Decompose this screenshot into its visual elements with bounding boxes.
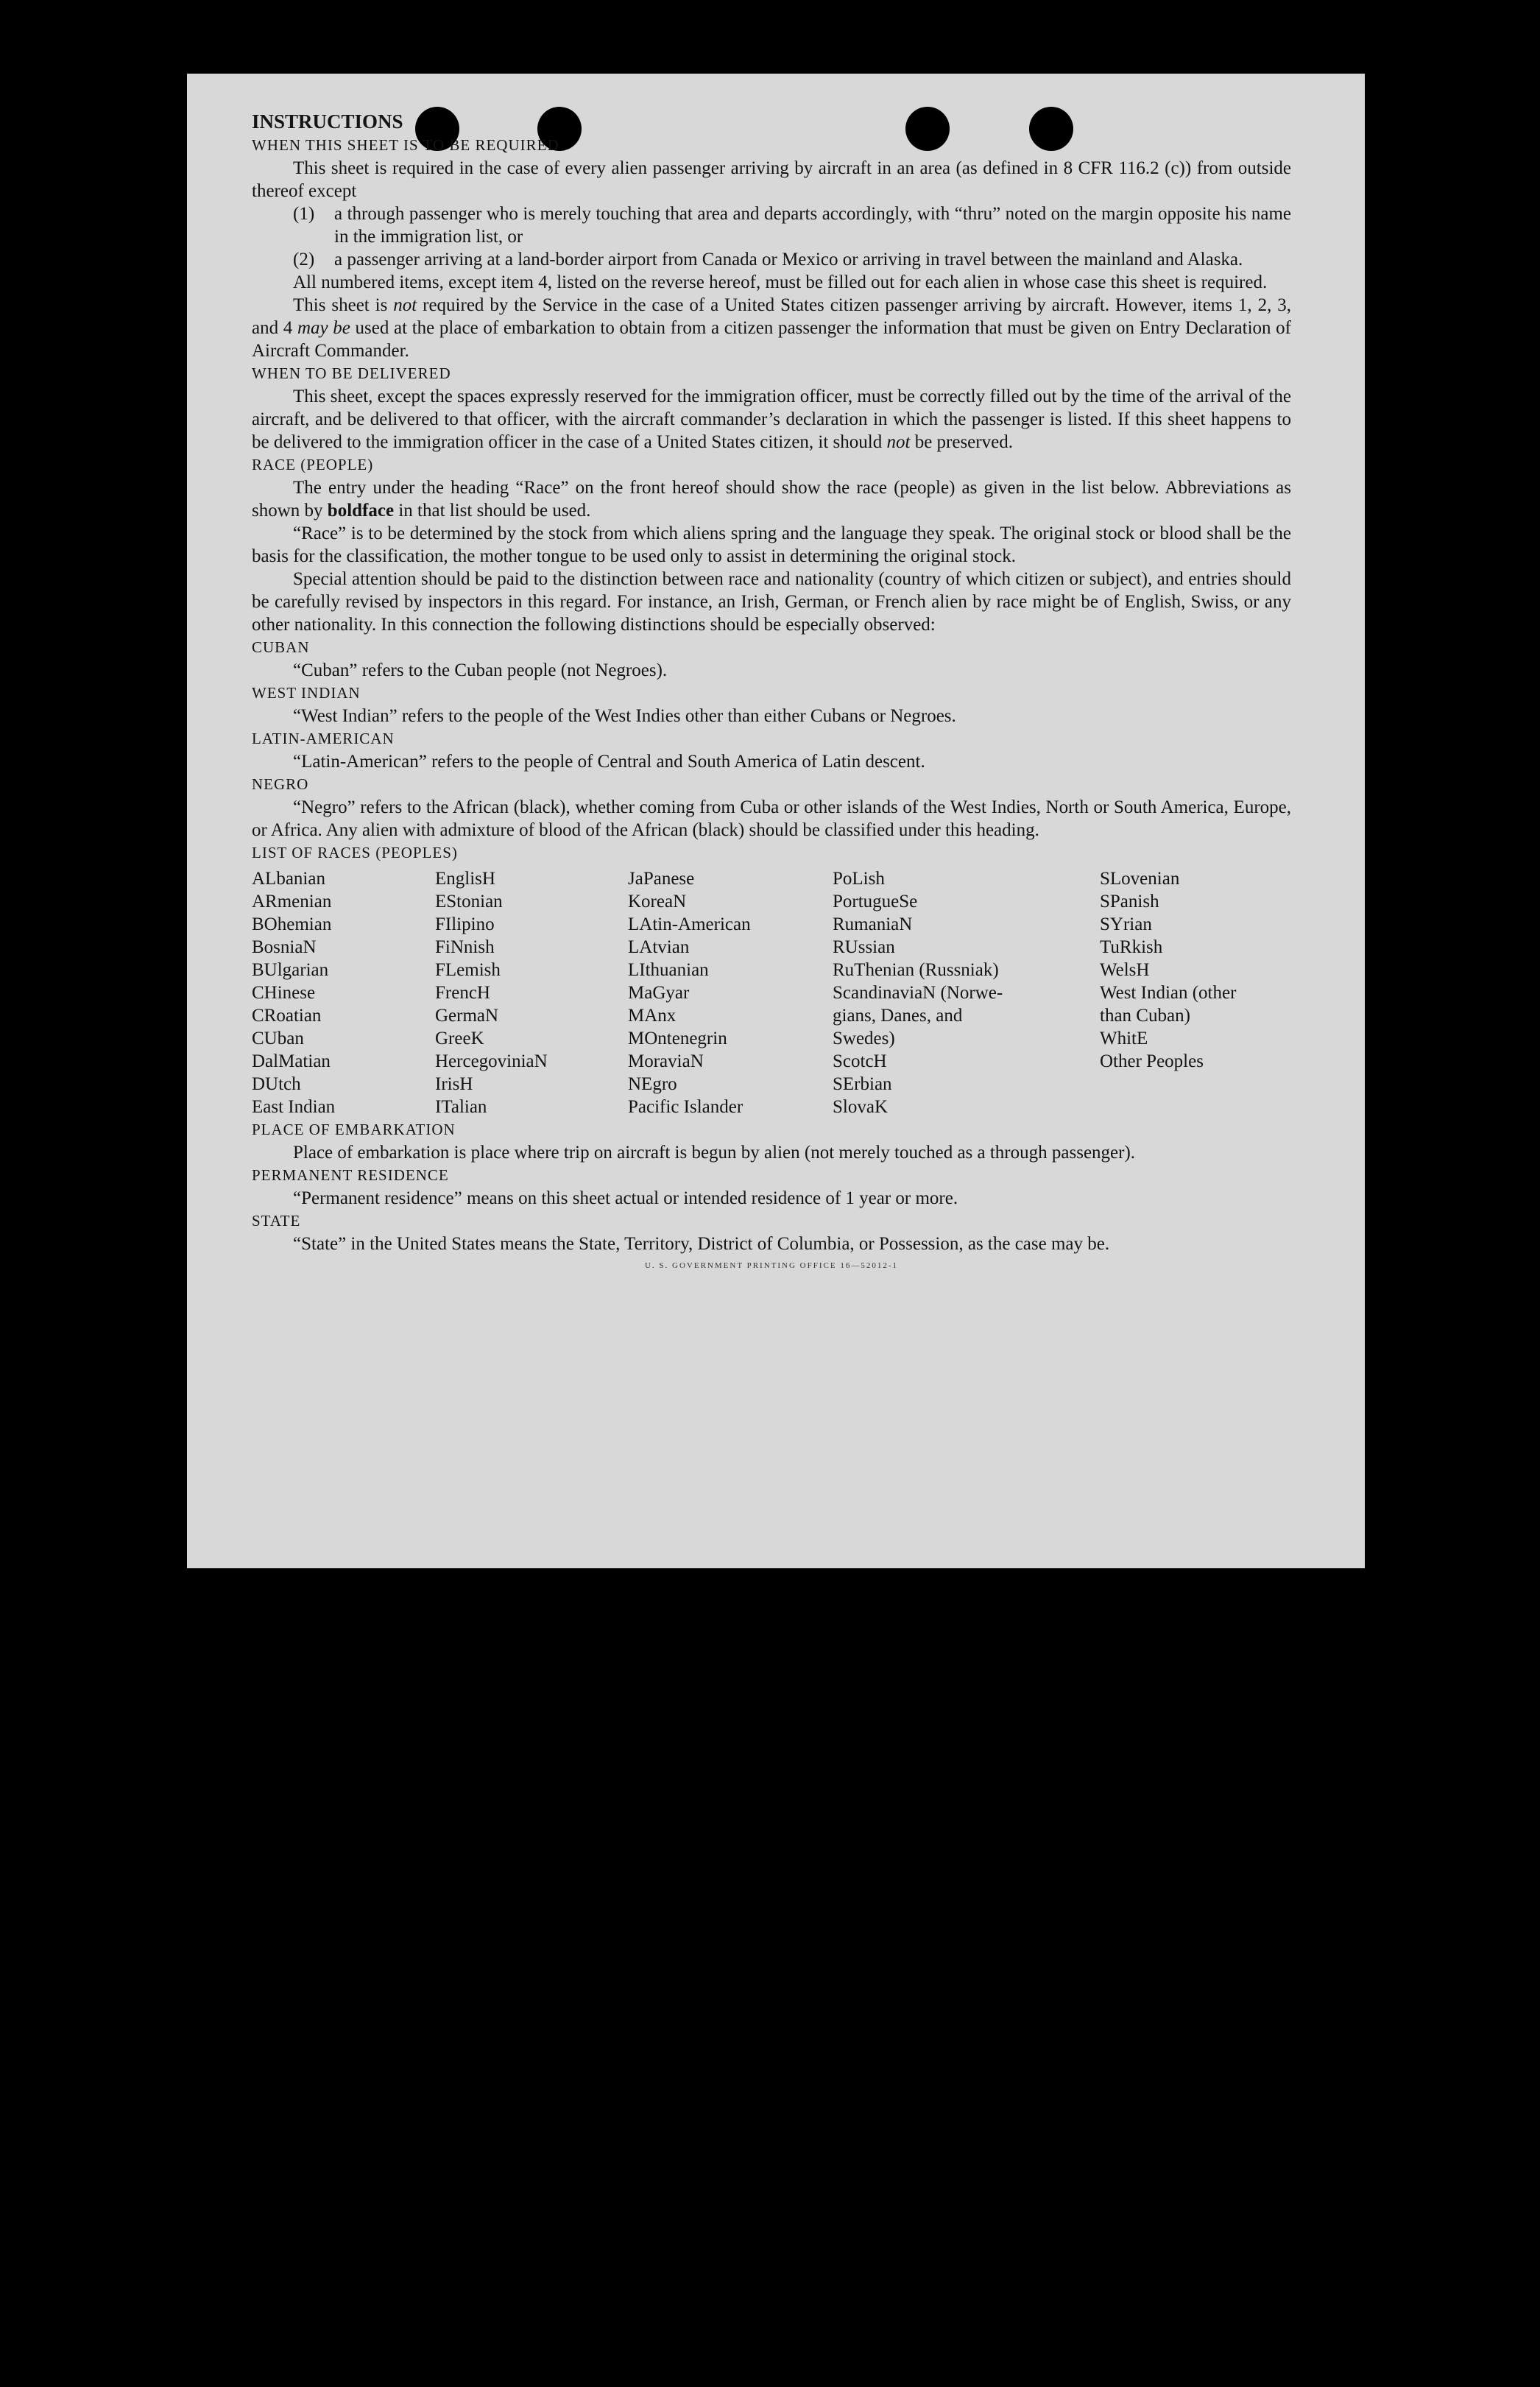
race-entry: SErbian <box>833 1074 892 1094</box>
sheet-content <box>252 109 1291 1273</box>
race-entry: than Cuban) <box>1100 1006 1190 1026</box>
race-entry: GreeK <box>435 1029 484 1048</box>
required-intro: This sheet is required in the case of every alien passenger arriving by aircraft in an area (as defined in 8 CFR 116.2 (c)) from outside thereof except <box>252 158 1291 201</box>
race-entry: PoLish <box>833 869 885 889</box>
race-entry: ALbanian <box>252 869 325 889</box>
race-entry: RumaniaN <box>833 914 913 934</box>
race-entry: SYrian <box>1100 914 1152 934</box>
race-paragraph-1: The entry under the heading “Race” on the front hereof should show the race (people) as given in the list below. Abbreviations as shown by boldface in that list should be used. <box>252 478 1291 521</box>
section-heading-state: STATE <box>252 1212 301 1230</box>
race-entry: West Indian (other <box>1100 983 1237 1003</box>
race-column-2 <box>435 867 628 1118</box>
race-entry: EnglisH <box>435 869 495 889</box>
race-entry: LAtin-American <box>628 914 751 934</box>
exception-item-1 <box>252 202 1291 248</box>
section-heading-delivered: WHEN TO BE DELIVERED <box>252 364 451 382</box>
race-entry: HercegoviniaN <box>435 1051 548 1071</box>
item-text: a through passenger who is merely touching that area and departs accordingly, with “thru” noted on the margin opposite his name in the immigration list, or <box>334 204 1291 247</box>
race-entry: LIthuanian <box>628 960 709 980</box>
race-entry: TuRkish <box>1100 937 1163 957</box>
race-entry: JaPanese <box>628 869 695 889</box>
exception-item-2 <box>252 248 1291 271</box>
race-entry: DalMatian <box>252 1051 331 1071</box>
race-entry: RUssian <box>833 937 895 957</box>
race-entry: KoreaN <box>628 892 687 912</box>
race-entry: Swedes) <box>833 1029 895 1048</box>
race-entry: CHinese <box>252 983 316 1003</box>
numbered-items-paragraph: All numbered items, except item 4, listed on the reverse hereof, must be filled out for each alien in whose case this sheet is required. <box>293 272 1268 292</box>
section-heading-negro: NEGRO <box>252 775 309 793</box>
item-number: (2) <box>293 250 315 269</box>
negro-definition: “Negro” refers to the African (black), whether coming from Cuba or other islands of the West Indies, North or South America, Europe, or Africa. Any alien with admixture of blood of the African (black) should be classified under this heading. <box>252 797 1291 840</box>
race-entry: SlovaK <box>833 1097 888 1117</box>
race-entry: ScandinaviaN (Norwe- <box>833 983 1003 1003</box>
race-entry: Other Peoples <box>1100 1051 1204 1071</box>
citizen-paragraph: This sheet is not required by the Service in the case of a United States citizen passenger arriving by aircraft. However, items 1, 2, 3, and 4 may be used at the place of embarkation to obtain from a citizen passenger the information that must be given on Entry Declaration of Aircraft Commander. <box>252 295 1292 361</box>
race-entry: ScotcH <box>833 1051 887 1071</box>
race-column-1 <box>252 867 435 1118</box>
printing-office-footer: U. S. GOVERNMENT PRINTING OFFICE 16—52012-1 <box>644 1261 898 1270</box>
cuban-definition: “Cuban” refers to the Cuban people (not Negroes). <box>293 660 668 680</box>
race-entry: WelsH <box>1100 960 1150 980</box>
race-entry: BosniaN <box>252 937 317 957</box>
race-entry: MAnx <box>628 1006 677 1026</box>
section-heading-race: RACE (PEOPLE) <box>252 456 374 473</box>
west-indian-definition: “West Indian” refers to the people of the West Indies other than either Cubans or Negroes. <box>293 706 956 726</box>
section-heading-list-of-races: LIST OF RACES (PEOPLES) <box>252 844 458 861</box>
race-entry: FiNnish <box>435 937 495 957</box>
race-entry: gians, Danes, and <box>833 1006 963 1026</box>
race-entry: PortugueSe <box>833 892 918 912</box>
race-entry: East Indian <box>252 1097 336 1117</box>
race-entry: CUban <box>252 1029 304 1048</box>
latin-american-definition: “Latin-American” refers to the people of Central and South America of Latin descent. <box>293 752 925 772</box>
race-entry: NEgro <box>628 1074 677 1094</box>
race-entry: SPanish <box>1100 892 1159 912</box>
item-text: a passenger arriving at a land-border airport from Canada or Mexico or arriving in travel between the mainland and Alaska. <box>334 250 1243 269</box>
section-heading-required: WHEN THIS SHEET IS TO BE REQUIRED <box>252 136 559 154</box>
race-paragraph-3: Special attention should be paid to the distinction between race and nationality (country of which citizen or subject), and entries should be carefully revised by inspectors in this regard. For instance, an Irish, German, or French alien by race might be of English, Swiss, or any other nationality. In this connection the following distinctions should be especially observed: <box>252 569 1291 635</box>
race-entry: FLemish <box>435 960 501 980</box>
race-entry: ARmenian <box>252 892 332 912</box>
section-heading-latin-american: LATIN-AMERICAN <box>252 730 395 747</box>
race-entry: Pacific Islander <box>628 1097 743 1117</box>
race-entry: CRoatian <box>252 1006 322 1026</box>
race-entry: MoraviaN <box>628 1051 704 1071</box>
race-entry: FIlipino <box>435 914 495 934</box>
race-entry: BOhemian <box>252 914 332 934</box>
race-list <box>252 867 1291 1118</box>
page-title: INSTRUCTIONS <box>252 110 403 133</box>
race-column-4 <box>833 867 1100 1118</box>
race-entry: ITalian <box>435 1097 487 1117</box>
race-entry: GermaN <box>435 1006 499 1026</box>
race-entry: SLovenian <box>1100 869 1180 889</box>
race-column-3 <box>628 867 833 1118</box>
race-entry: RuThenian (Russniak) <box>833 960 999 980</box>
residence-definition: “Permanent residence” means on this sheet actual or intended residence of 1 year or more. <box>293 1188 958 1208</box>
race-entry: MaGyar <box>628 983 690 1003</box>
race-entry: EStonian <box>435 892 503 912</box>
race-column-5 <box>1100 867 1291 1118</box>
race-entry: MOntenegrin <box>628 1029 727 1048</box>
race-paragraph-2: “Race” is to be determined by the stock from which aliens spring and the language they speak. The original stock or blood shall be the basis for the classification, the mother tongue to be used only to assist in determining the original stock. <box>252 523 1291 566</box>
item-number: (1) <box>293 204 315 224</box>
state-definition: “State” in the United States means the State, Territory, District of Columbia, or Possession, as the case may be. <box>293 1234 1110 1254</box>
section-heading-west-indian: WEST INDIAN <box>252 684 361 702</box>
race-entry: IrisH <box>435 1074 473 1094</box>
instruction-sheet <box>187 74 1365 1568</box>
section-heading-embarkation: PLACE OF EMBARKATION <box>252 1121 456 1138</box>
race-entry: DUtch <box>252 1074 301 1094</box>
section-heading-cuban: CUBAN <box>252 638 310 656</box>
race-entry: WhitE <box>1100 1029 1148 1048</box>
race-entry: BUlgarian <box>252 960 329 980</box>
delivered-paragraph: This sheet, except the spaces expressly reserved for the immigration officer, must be correctly filled out by the time of the arrival of the aircraft, and be delivered to that officer, with the aircraft commander’s declaration in which the passenger is listed. If this sheet happens to be delivered to the immigration officer in the case of a United States citizen, it should not be preserved. <box>252 387 1291 452</box>
section-heading-residence: PERMANENT RESIDENCE <box>252 1166 449 1184</box>
embarkation-definition: Place of embarkation is place where trip on aircraft is begun by alien (not merely touched as a through passenger). <box>293 1143 1136 1163</box>
race-entry: LAtvian <box>628 937 690 957</box>
race-entry: FrencH <box>435 983 490 1003</box>
